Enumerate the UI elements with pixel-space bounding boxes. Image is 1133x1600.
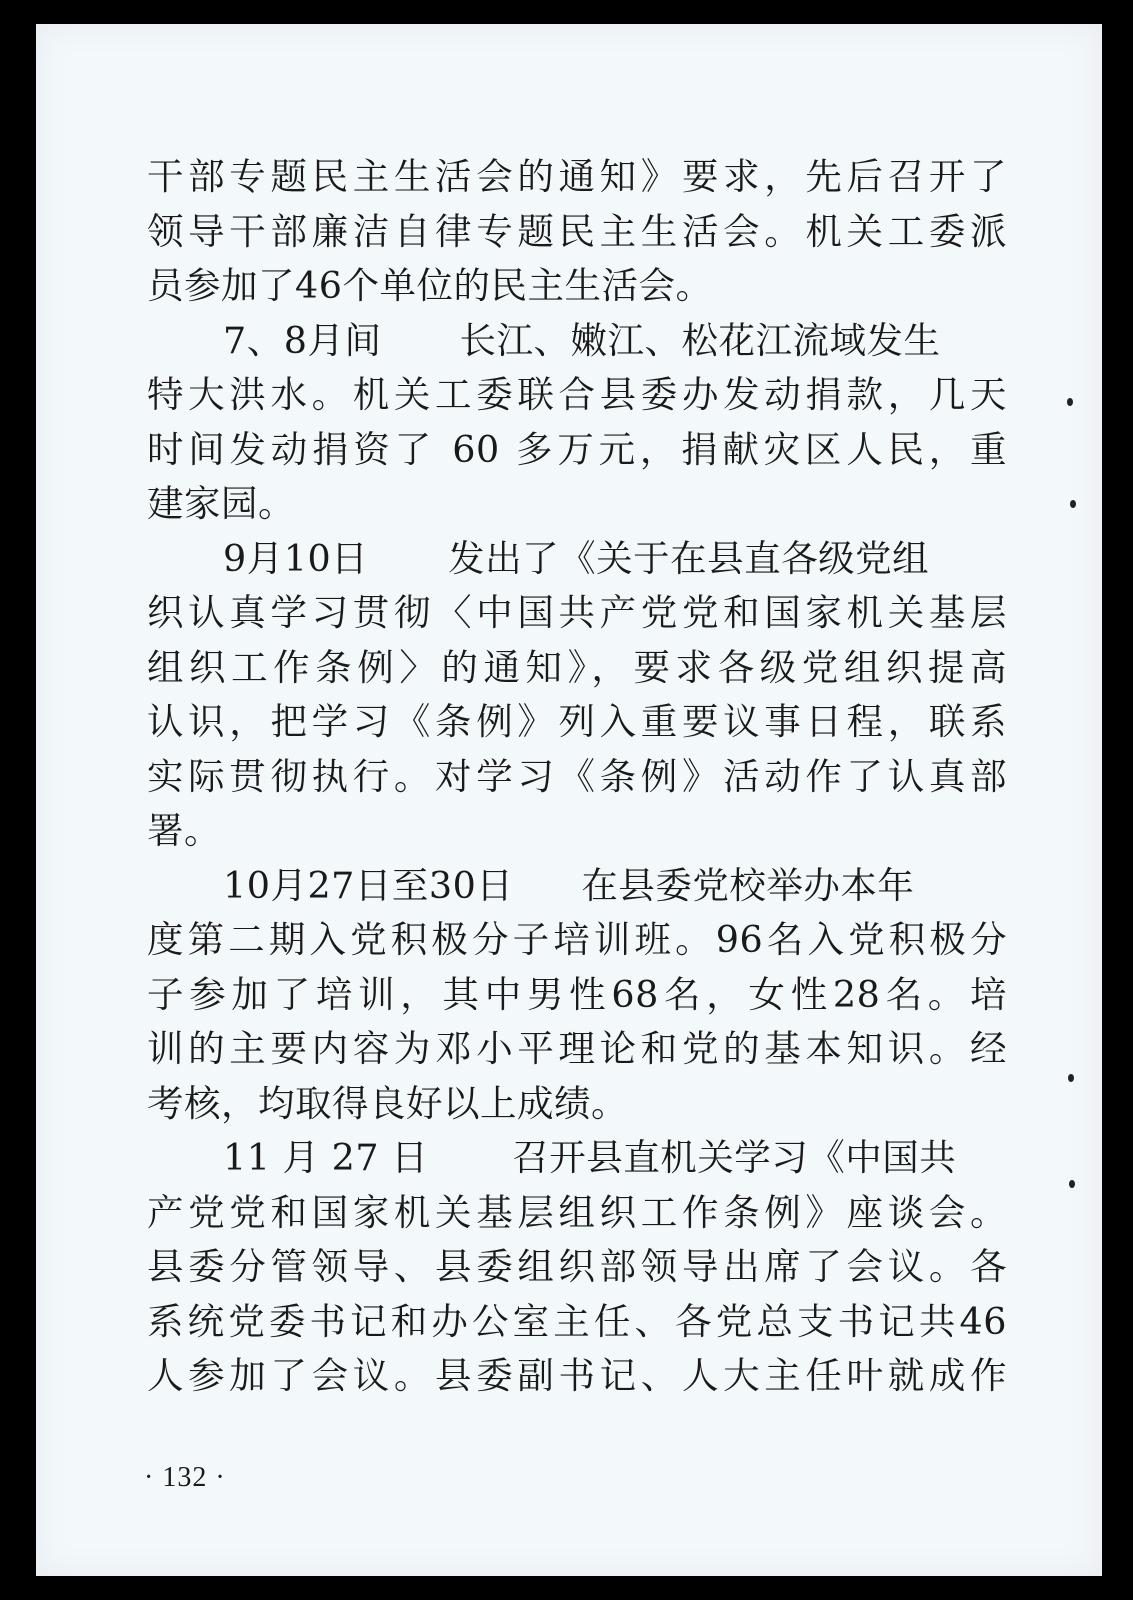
text-line: 县委分管领导、县委组织部领导出席了会议。各 [147,1245,1007,1288]
scan-speck [1070,500,1076,508]
text-line: 建家园。 [147,482,295,525]
scan-speck [1067,398,1073,406]
text-line: 员参加了46个单位的民主生活会。 [147,264,713,307]
text-line: 认识，把学习《条例》列入重要议事日程，联系 [147,700,1007,743]
text-line: 组织工作条例〉的通知》，要求各级党组织提高 [147,645,1007,689]
text-line: 人参加了会议。县委副书记、人大主任叶就成作 [147,1354,1007,1397]
text-line: 考核，均取得良好以上成绩。 [147,1081,628,1125]
text-line: 特大洪水。机关工委联合县委办发动捐款，几天 [147,373,1007,416]
page-number: · 132 · [144,1462,226,1493]
scan-speck [1068,1074,1074,1082]
text-line: 时间发动捐资了 60 多万元，捐献灾区人民，重 [147,427,1007,471]
text-line: 训的主要内容为邓小平理论和党的基本知识。经 [147,1027,1007,1070]
scan-speck [1069,1180,1075,1188]
text-line: 署。 [147,809,221,852]
entry-date: 11 月 27 日 [223,1136,429,1179]
text-line: 干部专题民主生活会的通知》要求，先后召开了 [147,155,1007,198]
entry-text: 发出了《关于在县直各级党组 [448,536,930,580]
body-text [147,150,1007,1404]
entry-date: 7、8月间 [223,318,382,362]
entry-first-line [147,1131,1007,1186]
text-line: 织认真学习贯彻〈中国共产党党和国家机关基层 [147,591,1007,634]
text-line: 度第二期入党积极分子培训班。96名入党积极分 [147,918,1007,961]
entry-text: 召开县直机关学习《中国共 [512,1136,957,1179]
entry-date: 9月10日 [223,536,369,580]
entry-first-line [147,314,1007,369]
entry-first-line [147,532,1007,587]
entry-text: 在县委党校举办本年 [581,863,915,907]
document-page [36,24,1102,1576]
entry-text: 长江、嫩江、松花江流域发生 [459,318,941,362]
entry-first-line [147,859,1007,914]
text-line: 系统党委书记和办公室主任、各党总支书记共46 [147,1299,1007,1343]
text-line: 子参加了培训，其中男性68名，女性28名。培 [147,972,1007,1016]
text-line: 产党党和国家机关基层组织工作条例》座谈会。 [147,1190,1007,1234]
entry-date: 10月27日至30日 [223,863,514,907]
text-line: 领导干部廉洁自律专题民主生活会。机关工委派 [147,209,1007,253]
text-line: 实际贯彻执行。对学习《条例》活动作了认真部 [147,754,1007,798]
